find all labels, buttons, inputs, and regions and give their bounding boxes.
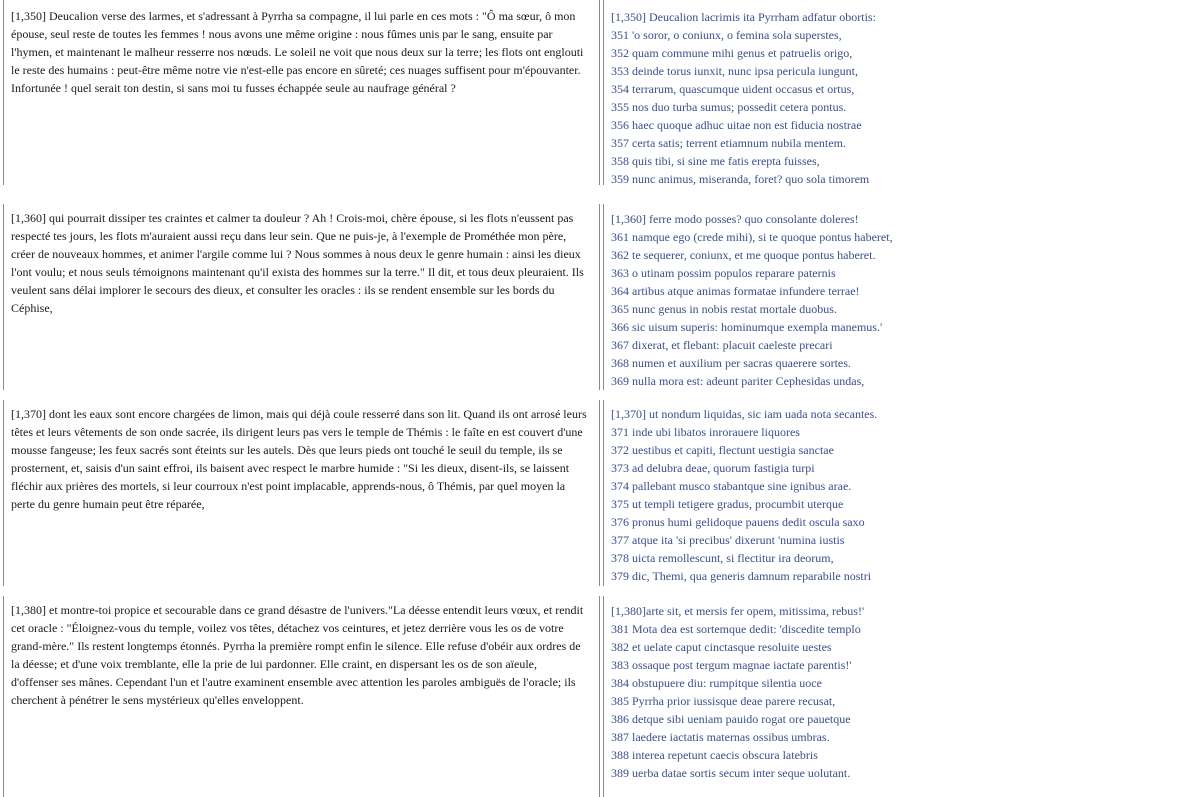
latin-verse: 371 inde ubi libatos inrorauere liquores <box>611 425 800 439</box>
section-row-360 <box>0 197 1200 395</box>
french-text: [1,380] et montre-toi propice et secourable dans ce grand désastre de l'univers."La déesse entendit leurs vœux, et rendit cet oracle : "Éloignez-vous du temple, voilez vos têtes, détachez vos ceintures, et jetez derrière vous les os de votre grand-mère." Ils restent longtemps étonnés. Pyrrha la première rompt enfin le silence. Elle refuse d'obéir aux ordres de la déesse; et d'une voix tremblante, elle la prie de lui pardonner. Elle craint, en dispersant les os de son aïeule, d'offenser ses mânes. Cependant l'un et l'autre examinent ensemble avec attention les paroles ambiguës de l'oracle; ils cherchent à pénétrer le sens mystérieux qu'elles enveloppent. <box>11 603 584 707</box>
latin-verses <box>611 210 1171 390</box>
latin-verse: 351 'o soror, o coniunx, o femina sola superstes, <box>611 28 842 42</box>
french-text: [1,370] dont les eaux sont encore chargées de limon, mais qui déjà coule resserré dans son lit. Quand ils ont arrosé leurs têtes et leurs vêtements de son onde sacrée, ils dirigent leurs pas vers le temple de Thémis : le faîte en est couvert d'une mousse fangeuse; les feux sacrés sont éteints sur les autels. Dès que leurs pieds ont touché le seuil du temple, ils se prosternent, et, saisis d'un saint effroi, ils baisent avec respect le marbre humide : "Si les dieux, disent-ils, se laissent fléchir aux prières des mortels, si leur courroux n'est point implacable, apprends-nous, ô Thémis, par quel moyen la perte du genre humain peut être réparée, <box>11 407 587 511</box>
section-row-370 <box>0 395 1200 593</box>
latin-verse: 355 nos duo turba sumus; possedit cetera pontus. <box>611 100 847 114</box>
latin-verse: 382 et uelate caput cinctasque resoluite uestes <box>611 640 832 654</box>
latin-verse: 362 te sequerer, coniunx, et me quoque pontus haberet. <box>611 248 876 262</box>
column-divider <box>603 204 604 390</box>
latin-verse: 386 detque sibi ueniam pauido rogat ore pauetque <box>611 712 851 726</box>
french-text: [1,360] qui pourrait dissiper tes craintes et calmer ta douleur ? Ah ! Crois-moi, chère épouse, si les flots n'eussent pas respecté tes jours, les flots m'auraient aussi reçu dans leur sein. Que ne puis-je, à l'exemple de Prométhée mon père, créer de nouveaux hommes, et animer l'argile comme lui ? Nous sommes à nous deux le genre humain : ainsi les dieux l'ont voulu; et nous seuls témoignons maintenant qu'il exista des hommes sur la terre." Il dit, et tous deux pleuraient. Ils veulent sans délai implorer le secours des dieux, et consulter les oracles : ils se rendent ensemble sur les bords du Céphise, <box>11 211 584 315</box>
column-divider <box>603 400 604 586</box>
latin-verse: 376 pronus humi gelidoque pauens dedit oscula saxo <box>611 515 865 529</box>
left-border <box>3 400 4 586</box>
latin-verse: 367 dixerat, et flebant: placuit caeleste precari <box>611 338 833 352</box>
latin-verse: 387 laedere iactatis maternas ossibus umbras. <box>611 730 830 744</box>
latin-verse: [1,370] ut nondum liquidas, sic iam uada nota secantes. <box>611 407 878 421</box>
latin-verse: 365 nunc genus in nobis restat mortale duobus. <box>611 302 837 316</box>
latin-verses <box>611 602 1171 782</box>
latin-verse: 368 numen et auxilium per sacras quaerere sortes. <box>611 356 851 370</box>
column-divider <box>599 204 600 390</box>
latin-verse: 389 uerba datae sortis secum inter seque uolutant. <box>611 766 851 780</box>
column-divider <box>599 596 600 797</box>
latin-verse: 372 uestibus et capiti, flectunt uestigia sanctae <box>611 443 834 457</box>
latin-verse: 373 ad delubra deae, quorum fastigia turpi <box>611 461 815 475</box>
latin-verse: 357 certa satis; terrent etiamnum nubila mentem. <box>611 136 846 150</box>
latin-verse: 366 sic uisum superis: hominumque exempla manemus.' <box>611 320 883 334</box>
column-divider <box>603 0 604 185</box>
left-border <box>3 596 4 797</box>
column-divider <box>603 596 604 797</box>
latin-verse: 352 quam commune mihi genus et patruelis origo, <box>611 46 853 60</box>
latin-verse: 353 deinde torus iunxit, nunc ipsa pericula iungunt, <box>611 64 858 78</box>
latin-verses <box>611 8 1171 188</box>
section-row-350 <box>0 0 1200 197</box>
latin-verse: [1,360] ferre modo posses? quo consolante doleres! <box>611 212 859 226</box>
left-border <box>3 204 4 390</box>
latin-verse: 388 interea repetunt caecis obscura latebris <box>611 748 818 762</box>
french-text: [1,350] Deucalion verse des larmes, et s'adressant à Pyrrha sa compagne, il lui parle en ces mots : "Ô ma sœur, ô mon épouse, seul reste de toutes les femmes ! nous avons une même origine : nous fûmes unis par le sang, ensuite par l'hymen, et maintenant le malheur resserre nos nœuds. Le soleil ne voit que nous deux sur la terre; les flots ont englouti le reste des humains : peut-être même notre vie n'est-elle pas encore en sûreté; ces nuages suffisent pour m'épouvanter. Infortunée ! quel serait ton destin, si sans moi tu fusses échappée seule au naufrage général ? <box>11 9 584 95</box>
latin-verse: 358 quis tibi, si sine me fatis erepta fuisses, <box>611 154 820 168</box>
column-divider <box>599 400 600 586</box>
column-divider <box>599 0 600 185</box>
latin-verse: 384 obstupuere diu: rumpitque silentia uoce <box>611 676 822 690</box>
latin-verse: [1,350] Deucalion lacrimis ita Pyrrham adfatur obortis: <box>611 10 876 24</box>
latin-verse: 378 uicta remollescunt, si flectitur ira deorum, <box>611 551 834 565</box>
latin-verse: 364 artibus atque animas formatae infundere terrae! <box>611 284 860 298</box>
latin-verse: 361 namque ego (crede mihi), si te quoque pontus haberet, <box>611 230 893 244</box>
latin-verse: 369 nulla mora est: adeunt pariter Cephesidas undas, <box>611 374 865 388</box>
latin-verse: 383 ossaque post tergum magnae iactate parentis!' <box>611 658 852 672</box>
latin-verse: 385 Pyrrha prior iussisque deae parere recusat, <box>611 694 836 708</box>
latin-verse: 363 o utinam possim populos reparare paternis <box>611 266 836 280</box>
latin-verse: 381 Mota dea est sortemque dedit: 'discedite templo <box>611 622 861 636</box>
latin-verses <box>611 405 1171 585</box>
latin-verse: 374 pallebant musco stabantque sine ignibus arae. <box>611 479 852 493</box>
latin-verse: 354 terrarum, quascumque uident occasus et ortus, <box>611 82 855 96</box>
left-border <box>3 0 4 185</box>
latin-verse: 377 atque ita 'si precibus' dixerunt 'numina iustis <box>611 533 845 547</box>
latin-verse: 359 nunc animus, miseranda, foret? quo sola timorem <box>611 172 870 186</box>
latin-verse: 356 haec quoque adhuc uitae non est fiducia nostrae <box>611 118 862 132</box>
latin-verse: 379 dic, Themi, qua generis damnum reparabile nostri <box>611 569 872 583</box>
latin-verse: 375 ut templi tetigere gradus, procumbit uterque <box>611 497 844 511</box>
latin-verse: [1,380]arte sit, et mersis fer opem, mitissima, rebus!' <box>611 604 865 618</box>
section-row-380 <box>0 593 1200 797</box>
